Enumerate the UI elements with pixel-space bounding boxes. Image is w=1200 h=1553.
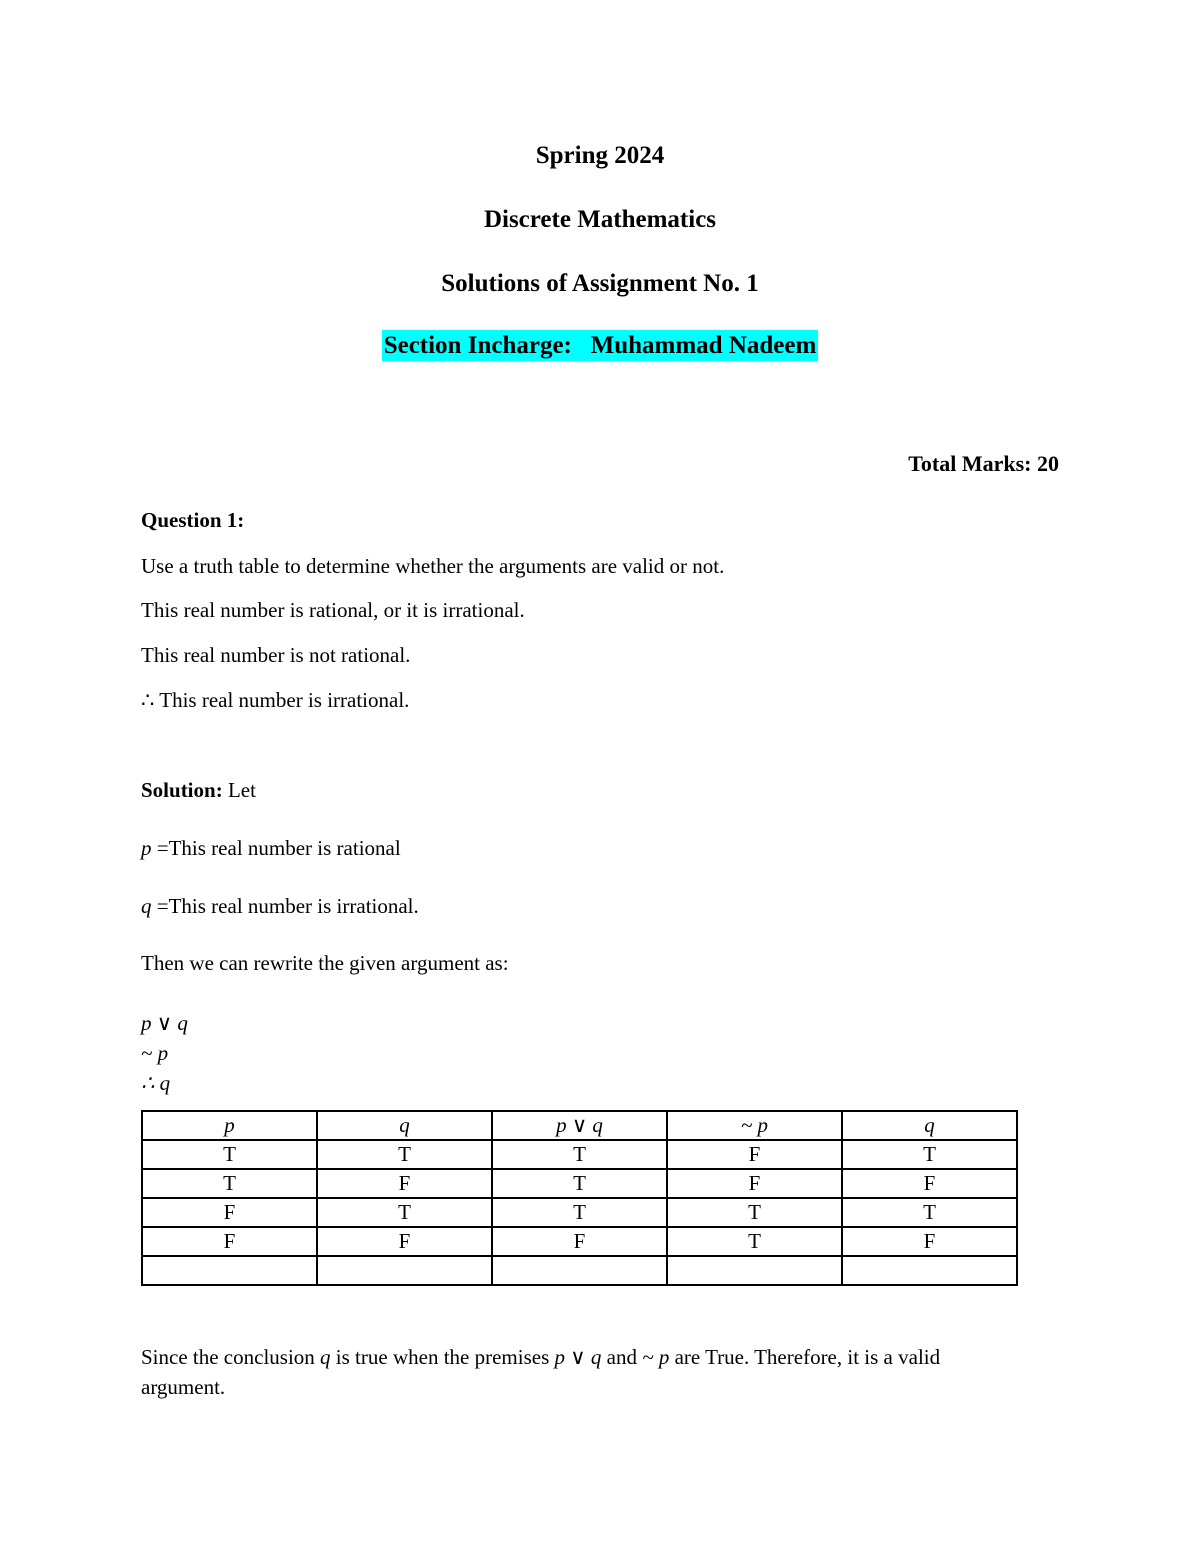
rewrite-statement: Then we can rewrite the given argument as:: [141, 951, 509, 975]
section-incharge-highlight: [382, 330, 819, 361]
table-cell: T: [842, 1140, 1017, 1169]
q-variable: q: [141, 894, 152, 918]
header-cell: q: [317, 1111, 492, 1140]
q-definition: [141, 894, 419, 919]
premise-2: This real number is not rational.: [141, 643, 411, 667]
header-cell: q: [842, 1111, 1017, 1140]
table-row: [142, 1227, 1017, 1256]
table-cell: [667, 1256, 842, 1285]
table-cell: F: [317, 1227, 492, 1256]
table-cell: F: [667, 1140, 842, 1169]
table-cell: T: [492, 1140, 667, 1169]
conclusion-part-3: and: [601, 1345, 643, 1369]
table-row: [142, 1198, 1017, 1227]
p-definition: [141, 836, 401, 861]
table-cell: F: [842, 1169, 1017, 1198]
final-conclusion: [141, 1342, 1061, 1402]
question-prompt: Use a truth table to determine whether the arguments are valid or not.: [141, 554, 725, 578]
table-cell: T: [842, 1198, 1017, 1227]
conclusion-part-2: is true when the premises: [330, 1345, 555, 1369]
table-row: [142, 1169, 1017, 1198]
argument-form-line-1: p ∨ q: [141, 1011, 188, 1035]
solution-intro: [141, 778, 256, 803]
table-cell: F: [317, 1169, 492, 1198]
table-cell: T: [142, 1140, 317, 1169]
table-cell: F: [842, 1227, 1017, 1256]
table-cell: T: [492, 1198, 667, 1227]
question-heading: Question 1:: [141, 508, 245, 532]
truth-table: [141, 1110, 1018, 1286]
conclusion-line-2: argument.: [141, 1375, 226, 1399]
course-heading: Discrete Mathematics: [483, 206, 717, 233]
incharge-name: Muhammad Nadeem: [590, 332, 817, 359]
p-variable: p: [141, 836, 152, 860]
p-definition-text: =This real number is rational: [156, 836, 401, 860]
q-definition-text: =This real number is irrational.: [156, 894, 419, 918]
solution-let: Let: [227, 778, 256, 802]
table-row: [142, 1140, 1017, 1169]
table-cell: F: [492, 1227, 667, 1256]
total-marks: Total Marks: 20: [908, 451, 1059, 476]
table-cell: F: [142, 1198, 317, 1227]
term-heading: Spring 2024: [535, 142, 665, 169]
table-cell: T: [667, 1227, 842, 1256]
conclusion-q: q: [320, 1345, 331, 1369]
truth-table-header-row: [142, 1111, 1017, 1140]
table-cell: [142, 1256, 317, 1285]
conclusion-part-4: are True. Therefore, it is a valid: [669, 1345, 941, 1369]
table-cell: T: [492, 1169, 667, 1198]
table-cell: F: [667, 1169, 842, 1198]
question-conclusion: [141, 688, 409, 713]
conclusion-part-1: Since the conclusion: [141, 1345, 321, 1369]
header-cell: ~ p: [667, 1111, 842, 1140]
table-cell: [842, 1256, 1017, 1285]
argument-form-line-3: ∴ q: [141, 1071, 171, 1095]
section-incharge: [0, 332, 1200, 360]
question-conclusion-text: This real number is irrational.: [159, 688, 410, 712]
solution-heading: Solution:: [141, 778, 223, 802]
table-cell: T: [317, 1140, 492, 1169]
assignment-title: Solutions of Assignment No. 1: [441, 270, 759, 297]
table-cell: F: [142, 1227, 317, 1256]
table-cell: [492, 1256, 667, 1285]
table-cell: T: [317, 1198, 492, 1227]
premise-1: This real number is rational, or it is irrational.: [141, 598, 525, 622]
conclusion-p-or-q: p ∨ q: [554, 1345, 602, 1369]
table-cell: T: [667, 1198, 842, 1227]
table-cell: T: [142, 1169, 317, 1198]
argument-form-line-2: ~ p: [141, 1041, 169, 1065]
header-cell: p ∨ q: [492, 1111, 667, 1140]
therefore-symbol: ∴: [141, 688, 155, 712]
incharge-label: Section Incharge:: [383, 332, 572, 359]
header-cell: p: [142, 1111, 317, 1140]
table-row-empty: [142, 1256, 1017, 1285]
conclusion-not-p: ~ p: [642, 1345, 670, 1369]
table-cell: [317, 1256, 492, 1285]
